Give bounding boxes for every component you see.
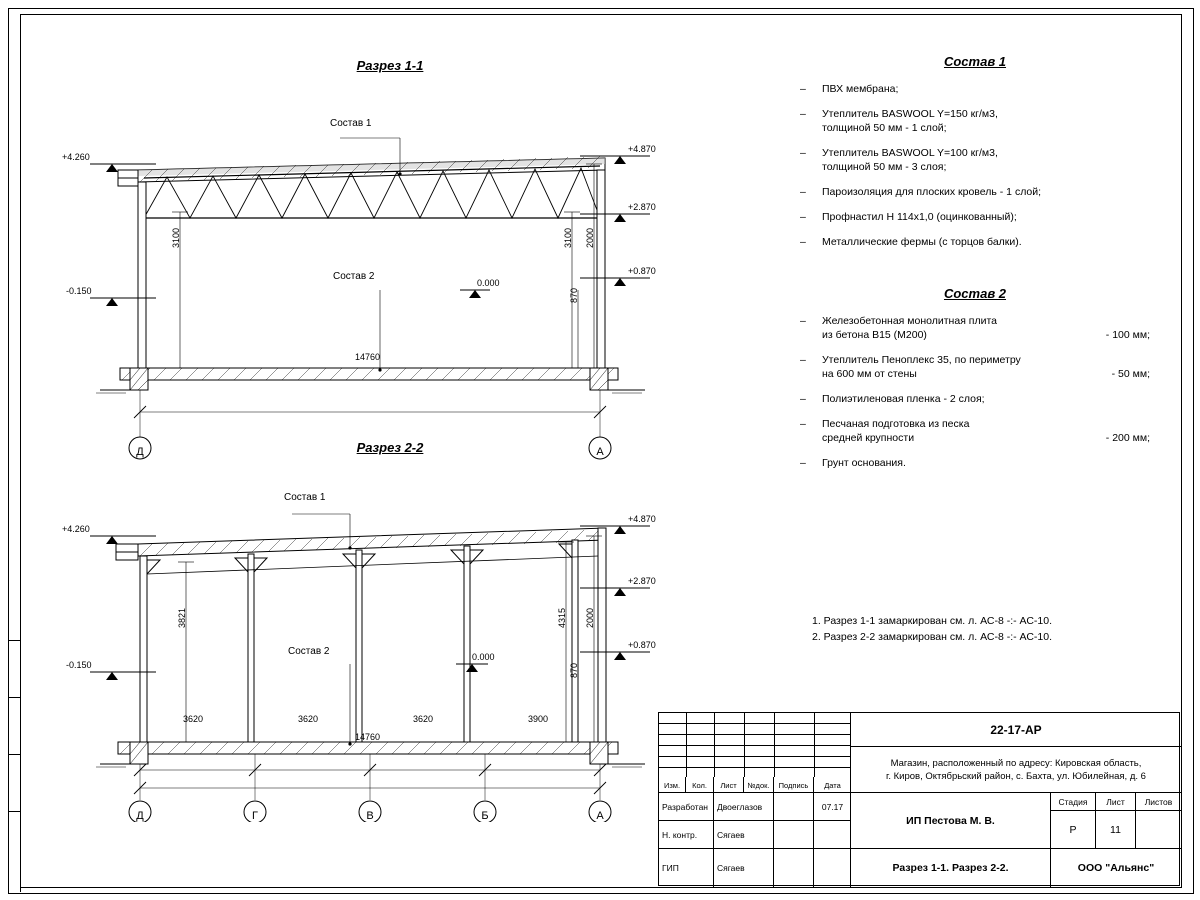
svg-text:Г: Г	[252, 809, 258, 822]
spec1-item-text: Металлические фермы (с торцов балки).	[822, 235, 1022, 248]
svg-text:Д: Д	[136, 445, 144, 458]
list-dash: –	[800, 417, 806, 430]
section-1-vdim-2: 3100	[563, 227, 573, 248]
stamp-list-value: 11	[1096, 811, 1136, 849]
section-1-level-zero: 0.000	[477, 278, 500, 288]
svg-text:Б: Б	[481, 809, 489, 822]
svg-text:А: А	[596, 445, 604, 458]
stamp-listov-label: Листов	[1144, 797, 1173, 807]
list-dash: –	[800, 146, 806, 159]
list-dash: –	[800, 392, 806, 405]
spec2-item-line1: Железобетонная монолитная плита	[822, 315, 998, 327]
spec2-item-text: Грунт основания.	[822, 456, 906, 469]
stamp-object-line2: г. Киров, Октябрьский район, с. Бахта, ул. Юбилейная, д. 6	[886, 770, 1146, 782]
section-2-callout-sostav2: Состав 2	[288, 646, 330, 657]
section-2-vdim-2: 4315	[557, 607, 567, 628]
section-2-level-right-1: +4.870	[628, 514, 656, 524]
spec2-item-line1: Песчаная подготовка из песка	[822, 417, 970, 430]
spec2-item	[800, 457, 1150, 471]
spec2-item-line2: из бетона В15 (М200)	[822, 328, 927, 341]
stamp-name-0: Двоеглазов	[714, 793, 774, 821]
section-2-vdim-1: 3821	[177, 607, 187, 628]
stamp-object-line1: Магазин, расположенный по адресу: Кировская область,	[890, 757, 1142, 769]
spec1-item	[800, 83, 1150, 97]
list-dash: –	[800, 315, 806, 327]
spec1-title: Состав 1	[943, 54, 1007, 69]
left-strip-cell	[8, 754, 20, 811]
section-1-callout-sostav1: Состав 1	[330, 118, 372, 129]
spec2-item-value: - 200 мм;	[1105, 431, 1150, 444]
spec2-item-line2: средней крупности	[822, 431, 915, 444]
spec2-item-text	[822, 354, 1150, 382]
stamp-name-2: Сягаев	[714, 849, 774, 887]
section-2-callout-sostav1: Состав 1	[284, 492, 326, 503]
stamp-company: ООО "Альянс"	[1077, 862, 1155, 874]
section-1-title: Разрез 1-1	[356, 58, 424, 73]
note-line: 2. Разрез 2-2 замаркирован см. л. АС-8 -:- АС-10.	[812, 630, 1052, 643]
section-2-bay-dim-3: 3620	[413, 714, 434, 724]
spec1-item-text	[822, 147, 1150, 175]
stamp-stage-value: Р	[1051, 811, 1096, 849]
section-2-level-right-2: +2.870	[628, 576, 656, 586]
spec2-block	[800, 286, 1150, 482]
spec2-item	[800, 354, 1150, 382]
list-dash: –	[800, 456, 806, 469]
section-2-bay-dim-1: 3620	[183, 714, 204, 724]
spec2-item-text	[822, 418, 1150, 446]
section-1-level-left-2: -0.150	[66, 286, 92, 296]
section-2-bay-dim-2: 3620	[298, 714, 319, 724]
title-block	[658, 712, 1180, 886]
section-2-level-zero: 0.000	[472, 652, 495, 662]
stamp-role-0: Разработан	[659, 793, 714, 821]
left-strip-cell	[8, 811, 20, 868]
list-dash: –	[800, 210, 806, 223]
spec2-item-line1: Утеплитель Пеноплекс 35, по периметру	[822, 353, 1021, 366]
spec1-item-line1: Утеплитель BASWOOL Y=100 кг/м3,	[822, 146, 998, 159]
spec1-item-line2: толщиной 50 мм - 1 слой;	[822, 121, 947, 134]
spec1-item-text: ПВХ мембрана;	[822, 83, 899, 95]
stamp-header-data: Дата	[824, 780, 841, 790]
notes-block	[812, 614, 1172, 646]
section-2-level-right-3: +0.870	[628, 640, 656, 650]
section-1-level-left-1: +4.260	[62, 152, 90, 162]
spec2-item	[800, 315, 1150, 343]
spec2-item-text: Полиэтиленовая пленка - 2 слоя;	[822, 392, 985, 405]
spec1-block	[800, 54, 1150, 261]
stamp-sign-2	[774, 849, 814, 887]
section-2-vdim-3: 2000	[585, 607, 595, 628]
spec2-item-value: - 50 мм;	[1111, 367, 1150, 380]
stamp-list-label: Лист	[1096, 793, 1136, 811]
stamp-role-1: Н. контр.	[659, 821, 714, 849]
section-2-title: Разрез 2-2	[356, 440, 424, 455]
list-dash: –	[800, 235, 806, 248]
note-line: 1. Разрез 1-1 замаркирован см. л. АС-8 -:- АС-10.	[812, 615, 1052, 627]
spec1-item-line2: толщиной 50 мм - 3 слоя;	[822, 160, 947, 173]
stamp-stage-values	[1051, 811, 1181, 849]
spec1-item	[800, 211, 1150, 225]
spec2-item-value: - 100 мм;	[1105, 328, 1150, 341]
list-dash: –	[800, 107, 806, 120]
spec2-item-line2: на 600 мм от стены	[822, 367, 917, 380]
stamp-name-1: Сягаев	[714, 821, 774, 849]
svg-text:А: А	[596, 809, 604, 822]
stamp-code: 22-17-АР	[851, 713, 1181, 747]
stamp-right	[851, 713, 1181, 887]
stamp-role-2: ГИП	[659, 849, 714, 887]
section-1-level-right-1: +4.870	[628, 144, 656, 154]
spec2-item	[800, 393, 1150, 407]
stamp-date-0: 07.17	[821, 802, 844, 812]
spec2-item-text	[822, 315, 1150, 343]
spec1-item	[800, 186, 1150, 200]
section-1-level-right-2: +2.870	[628, 202, 656, 212]
spec1-item-line1: Утеплитель BASWOOL Y=150 кг/м3,	[822, 107, 998, 120]
spec1-item	[800, 147, 1150, 175]
section-1-vdim-1: 3100	[171, 227, 181, 248]
spec2-item	[800, 418, 1150, 446]
stamp-header-list: Лист	[714, 777, 744, 793]
section-2-overall-dim: 14760	[355, 732, 381, 742]
stamp-header-podpis: Подпись	[774, 777, 814, 793]
stamp-stage-label: Стадия	[1051, 793, 1096, 811]
section-1-level-right-3: +0.870	[628, 266, 656, 276]
spec1-item-text: Профнастил Н 114х1,0 (оцинкованный);	[822, 210, 1017, 223]
stamp-date-2	[814, 849, 851, 887]
section-2-drawing	[60, 482, 680, 822]
stamp-customer: ИП Пестова М. В.	[851, 793, 1051, 849]
spec1-item-text	[822, 108, 1150, 136]
section-2-vdim-4: 870	[569, 662, 579, 678]
stamp-date-1	[814, 821, 851, 849]
left-strip-cell	[8, 697, 20, 754]
list-dash: –	[800, 83, 806, 95]
stamp-header-ndok: №док.	[744, 777, 774, 793]
section-2-level-left-1: +4.260	[62, 524, 90, 534]
list-dash: –	[800, 185, 806, 198]
sheet-left-strip	[8, 640, 21, 892]
spec1-item	[800, 236, 1150, 250]
svg-text:Д: Д	[136, 809, 144, 822]
section-1-vdim-4: 870	[569, 287, 579, 303]
stamp-object	[851, 747, 1181, 793]
stamp-sheet-title: Разрез 1-1. Разрез 2-2.	[851, 849, 1051, 887]
left-strip-cell	[8, 640, 20, 697]
section-1-callout-sostav2: Состав 2	[333, 271, 375, 282]
svg-text:В: В	[366, 809, 374, 822]
section-2-bay-dim-4: 3900	[528, 714, 549, 724]
stamp-sign-1	[774, 821, 814, 849]
section-2-level-left-2: -0.150	[66, 660, 92, 670]
section-1-overall-dim: 14760	[355, 352, 381, 362]
spec1-item-text: Пароизоляция для плоских кровель - 1 слой;	[822, 185, 1042, 198]
stamp-header-izm: Изм.	[659, 777, 686, 793]
spec1-item	[800, 108, 1150, 136]
stamp-header-kol: Кол.	[686, 777, 714, 793]
section-1-vdim-3: 2000	[585, 227, 595, 248]
stamp-listov-value	[1136, 811, 1181, 849]
list-dash: –	[800, 353, 806, 366]
spec2-title: Состав 2	[943, 286, 1007, 301]
stamp-stage-header	[1051, 793, 1181, 811]
revision-grid	[659, 713, 851, 887]
stamp-sign-0	[774, 793, 814, 821]
